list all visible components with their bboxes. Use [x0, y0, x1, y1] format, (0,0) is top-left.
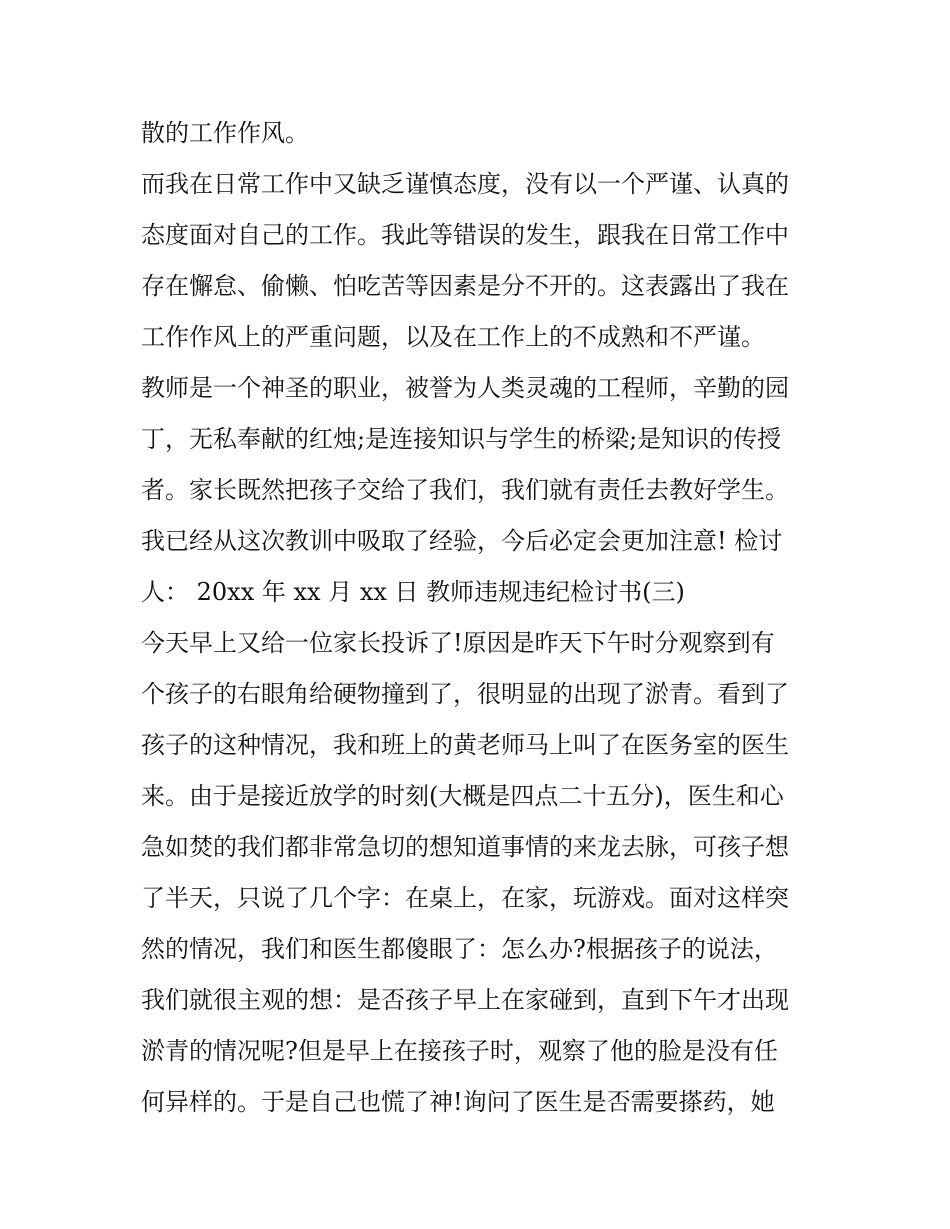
text-line: 人： 20xx 年 xx 月 xx 日 教师违规违纪检讨书(三) [141, 578, 685, 606]
text-line: 存在懈怠、偷懒、怕吃苦等因素是分不开的。这表露出了我在 [141, 272, 789, 300]
text-line: 了半天，只说了几个字：在桌上，在家，玩游戏。面对这样突 [141, 884, 789, 912]
document-body [141, 108, 821, 1128]
text-line: 今天早上又给一位家长投诉了!原因是昨天下午时分观察到有 [141, 629, 775, 657]
text-line: 急如焚的我们都非常急切的想知道事情的来龙去脉，可孩子想 [141, 833, 789, 861]
text-line: 者。家长既然把孩子交给了我们，我们就有责任去教好学生。 [141, 476, 789, 504]
text-line: 教师是一个神圣的职业，被誉为人类灵魂的工程师，辛勤的园 [141, 374, 789, 402]
text-line: 淤青的情况呢?但是早上在接孩子时，观察了他的脸是没有任 [141, 1037, 778, 1065]
text-line: 态度面对自己的工作。我此等错误的发生，跟我在日常工作中 [141, 221, 789, 249]
text-line: 孩子的这种情况，我和班上的黄老师马上叫了在医务室的医生 [141, 731, 789, 759]
text-line: 个孩子的右眼角给硬物撞到了，很明显的出现了淤青。看到了 [141, 680, 789, 708]
text-line: 我已经从这次教训中吸取了经验，今后必定会更加注意! 检讨 [141, 527, 783, 555]
text-line: 我们就很主观的想：是否孩子早上在家碰到，直到下午才出现 [141, 986, 789, 1014]
text-line: 来。由于是接近放学的时刻(大概是四点二十五分)，医生和心 [141, 782, 784, 810]
text-line: 散的工作作风。 [141, 119, 309, 147]
text-line: 何异样的。于是自己也慌了神!询问了医生是否需要搽药，她 [141, 1088, 775, 1116]
text-line: 丁，无私奉献的红烛;是连接知识与学生的桥梁;是知识的传授 [141, 425, 782, 453]
text-line: 工作作风上的严重问题，以及在工作上的不成熟和不严谨。 [141, 323, 765, 351]
text-line: 然的情况，我们和医生都傻眼了：怎么办?根据孩子的说法， [141, 935, 778, 963]
text-line: 而我在日常工作中又缺乏谨慎态度，没有以一个严谨、认真的 [141, 170, 789, 198]
